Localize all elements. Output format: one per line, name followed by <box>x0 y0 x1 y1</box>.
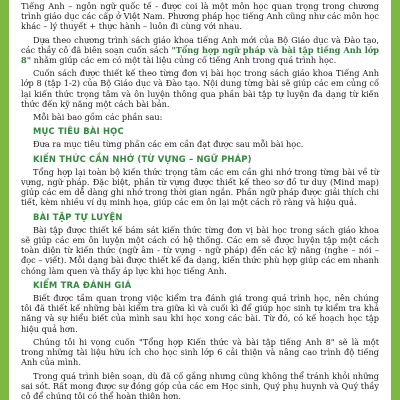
paragraph-sections-intro: Mỗi bài bao gồm các phần sau: <box>33 112 163 123</box>
paragraph-design: Cuốn sách được thiết kế theo từng đơn vị bài học trong sách giáo khoa Tiếng Anh lớp 8 (tập 1-2) của Bộ Giáo dục và Đào tạo. Nội dung từng bài sẽ giúp các em củng cố lại kiến thức trọng tâm và ôn luyện thông qua phần bài tập tự luyện đa dạng từ kiến thức đến kỹ năng một cách bài bản. <box>21 68 379 109</box>
paragraph-objectives: Đưa ra mục tiêu từng phần các em cần đạt được sau mỗi bài học. <box>33 139 304 150</box>
heading-assessment: KIỂM TRA ĐÁNH GIÁ <box>33 279 132 290</box>
text-after-title: nhằm giúp các em có một tài liệu củng cố tiếng Anh trong quá trình học. <box>30 55 337 66</box>
paragraph-practice: Bài tập được thiết kế bám sát kiến thức từng đơn vị bài học trong sách giáo khoa sẽ giúp các em ôn luyện một cách có hệ thống. Các em sẽ được luyện tập một cách toàn diện từ kiến thức (ngữ âm - từ vựng - ngữ pháp) đến các kỹ năng (nghe – nói – đọc – viết). Mỗi dạng bài được thiết kế đa dạng, kiến thức phù hợp giúp các em nhanh chóng làm quen và thấy áp lực khi học tiếng Anh. <box>21 224 379 276</box>
paragraph-hope: Chúng tôi hi vọng cuốn "Tổng hợp Kiến thức và bài tập tiếng Anh 8" sẽ là một trong những tài liệu hữu ích cho học sinh lớp 6 cải thiện và nâng cao trình độ tiếng Anh của mình. <box>21 336 379 368</box>
paragraph-feedback: Trong quá trình biên soạn, dù đã cố gắng nhưng cũng không thể tránh khỏi những sai sót. Rất mong được sự đóng góp của các em Học sinh, Quý phụ huynh và Quý thầy cô để chúng tôi có thể hoàn thiện hơn. <box>21 370 379 400</box>
preface-content <box>21 0 379 400</box>
right-green-border <box>391 0 400 400</box>
paragraph-assessment: Biết được tầm quan trọng việc kiểm tra đánh giá trong quá trình học, nên chúng tôi đã thiết kế những bài kiểm tra giữa kì và cuối kì để giúp học sinh tự kiểm tra khả năng và sự hiểu biết của mình sau khi học xong các bài. Từ đó, có kế hoạch học tập hiệu quả hơn. <box>21 293 379 334</box>
heading-key-knowledge: KIẾN THỨC CẦN NHỚ (TỪ VỰNG – NGỮ PHÁP) <box>33 153 252 164</box>
paragraph-book-purpose <box>21 35 379 66</box>
paragraph-intro: Tiếng Anh – ngôn ngữ quốc tế - được coi là một môn học quan trọng trong chương trình giáo dục các cấp ở Việt Nam. Phương pháp học tiếng Anh cũng như các môn học khác – lý thuyết + thực hành – luôn đi cùng với nhau. <box>21 1 379 32</box>
paragraph-knowledge: Tổng hợp lại toàn bộ kiến thức trọng tâm các em cần ghi nhớ trong từng bài về từ vựng, ngữ pháp. Đặc biệt, phần từ vựng được thiết kế theo sơ đồ tư duy (Mind map) giúp các em dễ dàng ghi nhớ trong thời gian ngắn. Phần ngữ pháp được giải thích chi tiết, kèm nhiều ví dụ minh họa, giúp các em ôn lại một cách rõ ràng và hiệu quả. <box>21 166 379 208</box>
heading-lesson-objectives: MỤC TIÊU BÀI HỌC <box>33 126 124 137</box>
heading-self-practice: BÀI TẬP TỰ LUYỆN <box>33 211 123 222</box>
text-before-title: Dựa theo chương trình sách giáo khoa tiếng Anh mới của Bộ Giáo dục và Đào tạo, các thầy cô đã biên soạn cuốn sách <box>21 34 379 55</box>
book-title-highlight: "Tổng hợp ngữ pháp và bài tập tiếng Anh lớp 8" <box>21 44 379 66</box>
left-green-border <box>0 0 9 400</box>
